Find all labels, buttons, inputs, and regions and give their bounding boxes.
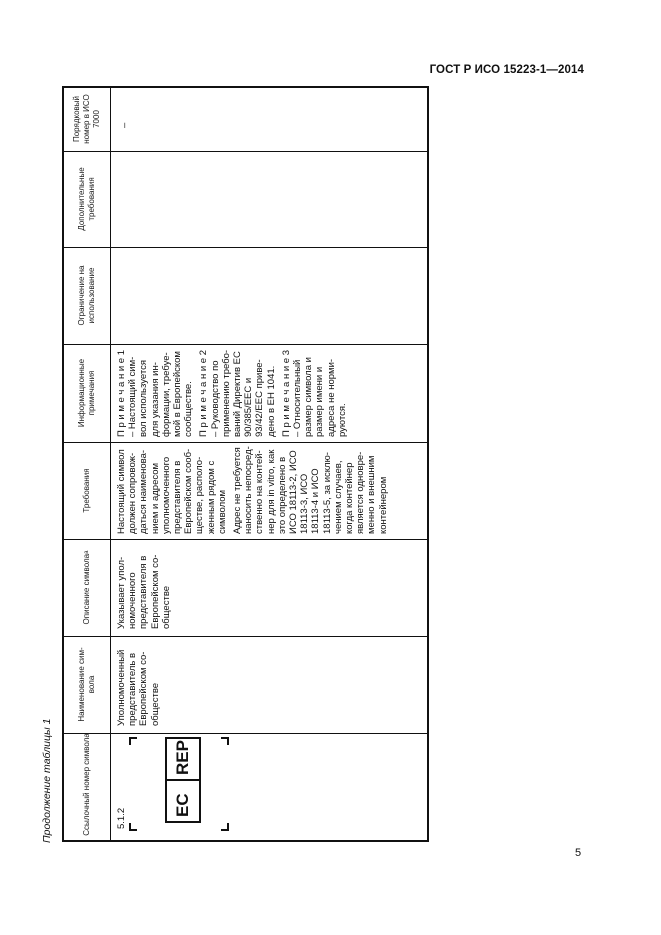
cell-ref: 5.1.2 xyxy=(116,807,127,829)
column-divider xyxy=(64,733,427,734)
note-paragraph: П р и м е ч а н и е 2 – Руководство по применению требо-ваний Директив ЕС 90/385/ЕЕС и 93/42/ЕЕС приве-дено в ЕН 1041. xyxy=(198,349,277,437)
column-divider xyxy=(64,247,427,248)
header-description xyxy=(67,543,107,632)
column-divider xyxy=(64,344,427,345)
cell-name: Уполномоченный представитель в Европейском со-обществе xyxy=(116,649,161,726)
page-number: 5 xyxy=(575,847,582,859)
corner-mark xyxy=(129,737,137,745)
cell-iso7000: – xyxy=(119,122,130,128)
header-name: Наименование сим-вола xyxy=(77,647,96,722)
cell-notes xyxy=(116,349,352,437)
ec-rep-symbol xyxy=(165,737,201,823)
symbols-table xyxy=(62,86,429,842)
column-divider xyxy=(64,442,427,443)
requirement-paragraph: Настоящий символ должен сопровож-даться наименова-нием и адресом уполномоченного представителя в Европейском сооб-ществе, располо-женным рядом с символом xyxy=(116,448,228,534)
column-divider xyxy=(64,636,427,637)
requirement-paragraph: Адрес не требуется наносить непосред-ственно на контей-нер для in vitro, как это определено в ИСО 18113-2, ИСО 18113-3, ИСО 18113-4 и ИСО 18113-5, за исклю-чением случаев, когда контейнер является одновре-менно и внешним контейнером xyxy=(232,446,389,534)
note-paragraph: П р и м е ч а н и е 3 – Относительный размер символа и размер имени и адреса не норми-руются. xyxy=(280,350,348,437)
column-divider xyxy=(64,539,427,540)
header-cell-ref xyxy=(64,733,110,840)
header-cell-requirements xyxy=(64,442,110,539)
header-notes: Информационные примечания xyxy=(77,358,96,428)
header-cell-iso7000 xyxy=(64,88,110,151)
table-caption: Продолжение таблицы 1 xyxy=(41,718,53,843)
header-restrictions: Ограничение на использование xyxy=(77,265,96,326)
header-requirements: Требования xyxy=(82,468,91,513)
document-code: ГОСТ Р ИСО 15223-1—2014 xyxy=(429,64,584,76)
header-ref: Ссылочный номер символа xyxy=(82,733,91,836)
header-cell-name xyxy=(64,636,110,733)
cell-requirements xyxy=(116,446,393,534)
note-paragraph: П р и м е ч а н и е 1 – Настоящий сим-вол используется для указания ин-формации, требуе-мой в Европейском сообществе. xyxy=(116,350,195,437)
corner-mark xyxy=(221,737,229,745)
symbol-rep-text: REP xyxy=(173,740,192,775)
cell-description: Указывает упол-номоченного представителя в Европейском со-обществе xyxy=(116,554,172,629)
header-description-text: Описание символа xyxy=(82,553,91,625)
symbol-divider xyxy=(167,779,199,781)
header-divider xyxy=(110,88,111,840)
corner-mark xyxy=(129,823,137,831)
column-divider xyxy=(64,151,427,152)
header-cell-restrictions xyxy=(64,247,110,344)
symbol-ec-text: EC xyxy=(173,793,192,817)
corner-mark xyxy=(221,823,229,831)
header-description-footnote: a xyxy=(84,550,90,554)
header-iso7000: Порядковый номер в ИСО 7000 xyxy=(72,94,101,144)
header-cell-description xyxy=(64,539,110,636)
header-cell-additional xyxy=(64,151,110,247)
header-cell-notes xyxy=(64,344,110,442)
header-additional: Дополнительные требования xyxy=(77,167,96,231)
